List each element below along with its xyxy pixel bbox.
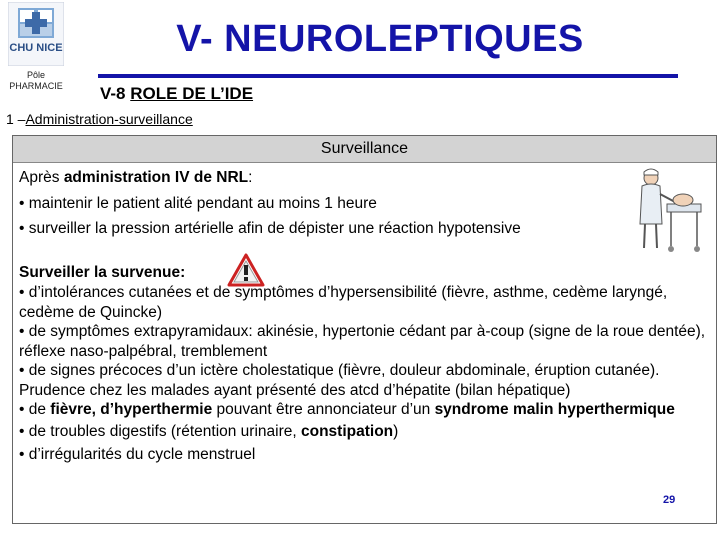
block2-fever-bold1: fièvre, d’hyperthermie [50, 401, 213, 418]
surveillance-panel [12, 135, 717, 524]
block2-digestive-post: ) [393, 422, 399, 440]
panel-content [19, 168, 711, 465]
logo-text: CHU NICE [9, 42, 63, 54]
panel-heading: Surveillance [13, 136, 716, 163]
block2-digestive-bold: constipation [301, 422, 394, 440]
block1-intro-post: : [248, 169, 253, 186]
block2-digestive-pre: • de troubles digestifs (rétention urinaire, [19, 422, 301, 440]
pole-line2: PHARMACIE [9, 81, 63, 91]
pole-label [0, 70, 72, 92]
block1-intro-bold: administration IV de NRL [63, 169, 249, 186]
block2-item-intolerances: • d’intolérances cutanées et de symptômes d’hypersensibilité (fièvre, asthme, cedème laryngé, cedème de Quincke) [19, 284, 668, 321]
subtitle-role: ROLE DE L’IDE [130, 84, 254, 103]
block2-heading: Surveiller la survenue: [19, 263, 186, 281]
block2-item-fever [19, 400, 711, 420]
block2-item-menstrual: • d’irrégularités du cycle menstruel [19, 446, 256, 463]
chu-nice-logo-icon [8, 2, 64, 66]
block2-fever-mid: pouvant être annonciateur d’un [212, 401, 435, 418]
block1-intro-pre: Après [19, 169, 64, 186]
section-prefix: 1 – [6, 111, 26, 127]
title-divider [98, 74, 678, 78]
block1-bullet1: • maintenir le patient alité pendant au moins 1 heure [19, 194, 377, 212]
block1-bullet2: • surveiller la pression artérielle afin de dépister une réaction hypotensive [19, 220, 521, 237]
spacer [19, 239, 711, 261]
subtitle-prefix: V-8 [100, 84, 131, 103]
section-heading [6, 111, 193, 127]
block2-item-extrapyramidal: • de symptômes extrapyramidaux: akinésie, hypertonie cédant par à-coup (signe de la roue dentée), réflexe naso-palpébral, tremblement [19, 323, 706, 360]
block2-item-ictere: • de signes précoces d’un ictère cholestatique (fièvre, douleur abdominale, éruption cutanée). Prudence chez les malades ayant présenté des atcd d’hépatite (bilan hépatique) [19, 362, 660, 399]
block2-fever-pre: • de [19, 401, 51, 418]
block1-intro [19, 168, 711, 188]
page-number: 29 [663, 494, 676, 506]
section-label: Administration-surveillance [25, 111, 193, 127]
subtitle [100, 84, 253, 104]
block2-item-digestive [19, 422, 711, 442]
pole-line1: Pôle [26, 70, 45, 80]
page-title: V- NEUROLEPTIQUES [176, 18, 584, 60]
block2-fever-bold2: syndrome malin hyperthermique [434, 401, 675, 418]
